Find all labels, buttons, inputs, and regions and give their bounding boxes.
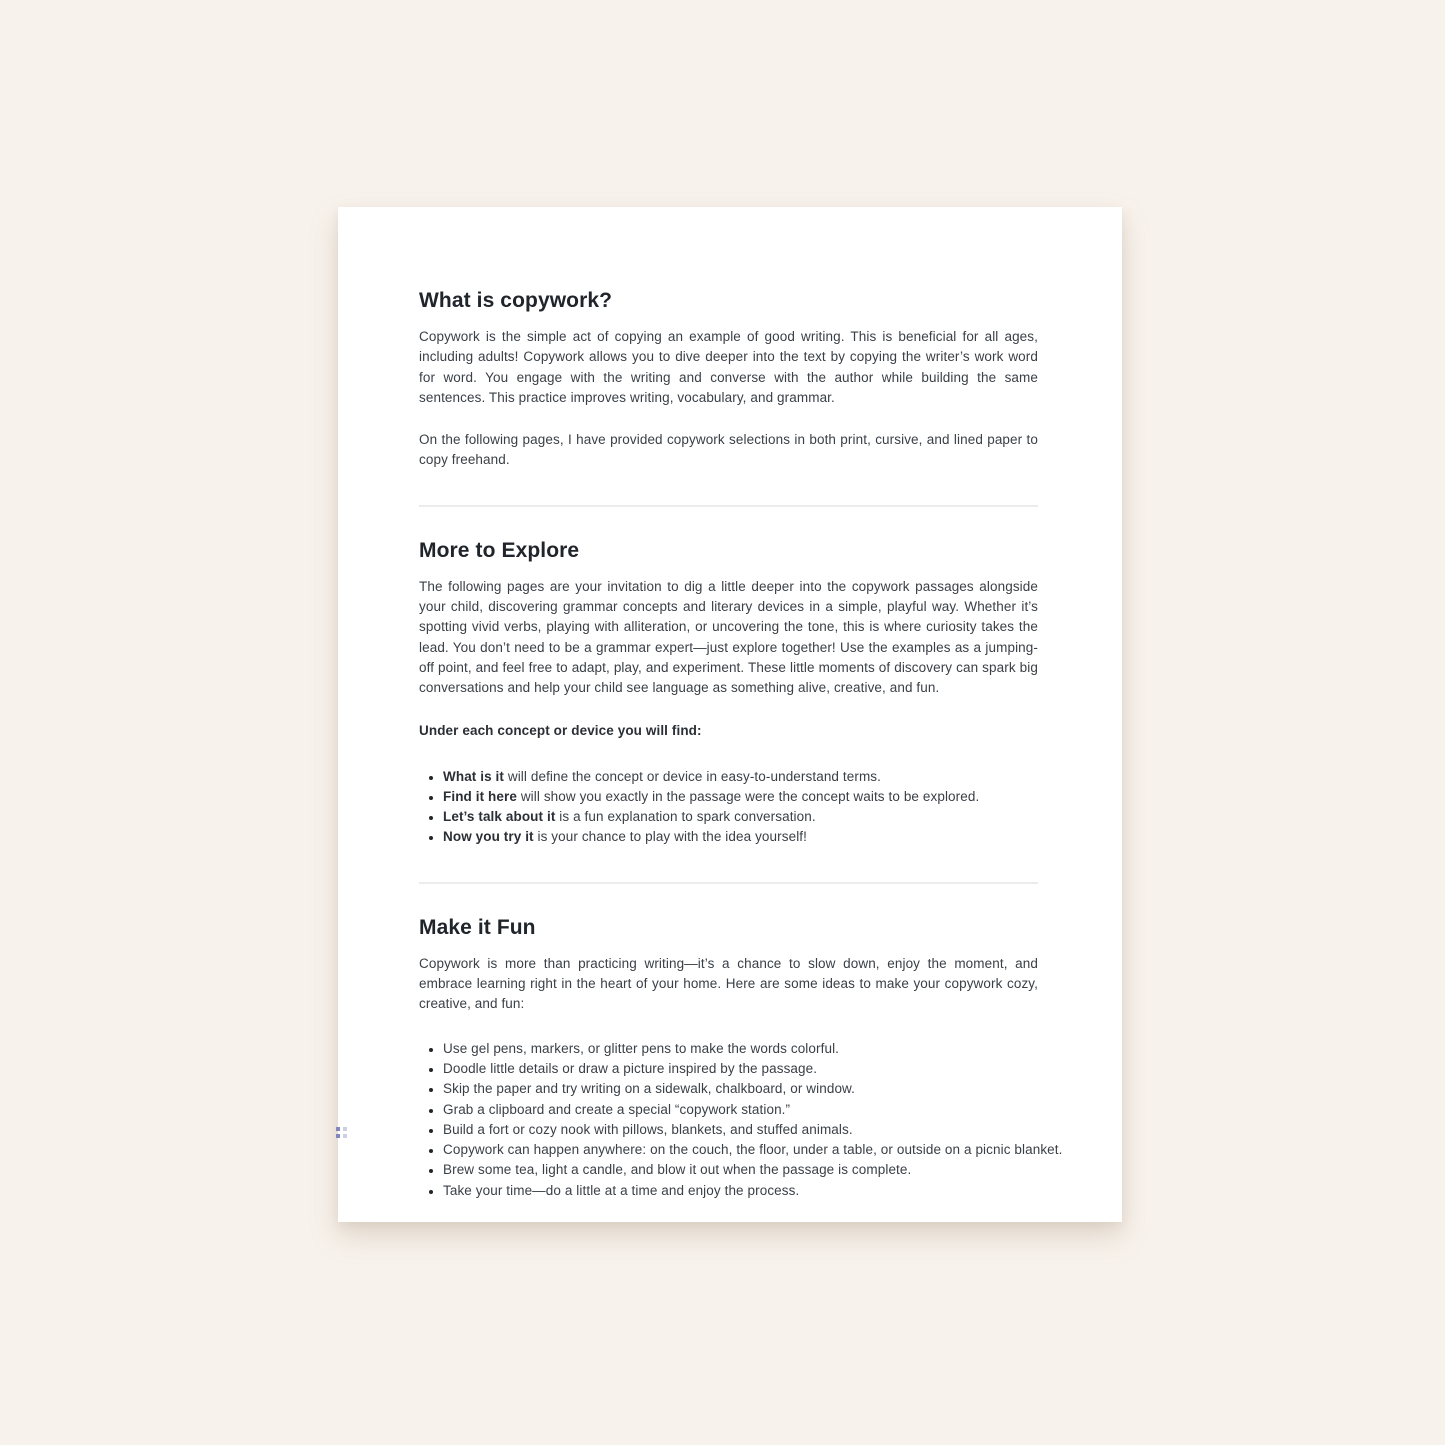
list-item: • Take your time—do a little at a time and enjoy the process. bbox=[443, 1181, 1038, 1201]
list-item-text: is a fun explanation to spark conversation. bbox=[555, 809, 816, 825]
list-item bbox=[443, 787, 1038, 807]
list-item: • Use gel pens, markers, or glitter pens to make the words colorful. bbox=[443, 1039, 1038, 1059]
drag-handle-icon[interactable] bbox=[336, 1127, 348, 1139]
document-page bbox=[338, 207, 1122, 1222]
list-intro: Under each concept or device you will find: bbox=[419, 722, 702, 738]
list-item: • Brew some tea, light a candle, and blow it out when the passage is complete. bbox=[443, 1160, 1038, 1180]
paragraph: On the following pages, I have provided copywork selections in both print, cursive, and lined paper to copy freehand. bbox=[419, 432, 1038, 468]
handle-dot bbox=[343, 1134, 347, 1138]
section-more-to-explore bbox=[419, 537, 1038, 848]
concept-bullet-list bbox=[419, 767, 1038, 848]
paragraph: Copywork is more than practicing writing—it’s a chance to slow down, enjoy the moment, and embrace learning right in the heart of your home. Here are some ideas to make your copywork cozy, creative, and fun: bbox=[419, 955, 1038, 1012]
list-item: • Skip the paper and try writing on a sidewalk, chalkboard, or window. bbox=[443, 1079, 1038, 1099]
list-item bbox=[443, 827, 1038, 847]
list-item-text: will show you exactly in the passage were the concept waits to be explored. bbox=[516, 788, 980, 804]
paragraph: Copywork is the simple act of copying an example of good writing. This is beneficial for all ages, including adults! Copywork allows you to dive deeper into the text by copying the writer’s work word for word. You engage with the writing and converse with the author while building the same sentences. This practice improves writing, vocabulary, and grammar. bbox=[419, 329, 1038, 405]
section-what-is-copywork bbox=[419, 287, 1038, 471]
list-item-lead: What is it bbox=[443, 768, 504, 784]
list-item-text: is your chance to play with the idea yourself! bbox=[533, 829, 807, 845]
section-divider bbox=[419, 882, 1038, 884]
section-divider bbox=[419, 505, 1038, 507]
list-item bbox=[443, 767, 1038, 787]
list-item: • Doodle little details or draw a picture inspired by the passage. bbox=[443, 1059, 1038, 1079]
list-item: • Build a fort or cozy nook with pillows, blankets, and stuffed animals. bbox=[443, 1120, 1038, 1140]
list-item: • Grab a clipboard and create a special “copywork station.” bbox=[443, 1100, 1038, 1120]
handle-dot bbox=[336, 1127, 340, 1131]
handle-dot bbox=[343, 1127, 347, 1131]
section-heading: What is copywork? bbox=[419, 289, 613, 312]
list-item: • Copywork can happen anywhere: on the couch, the floor, under a table, or outside on a picnic blanket. bbox=[443, 1140, 1038, 1160]
handle-dot bbox=[336, 1134, 340, 1138]
section-make-it-fun bbox=[419, 914, 1063, 1201]
ideas-bullet-list bbox=[419, 1039, 1063, 1201]
list-item-lead: Now you try it bbox=[443, 829, 534, 845]
paragraph: The following pages are your invitation to dig a little deeper into the copywork passages alongside your child, discovering grammar concepts and literary devices in a simple, playful way. Whether it’s spotting vivid verbs, playing with alliteration, or uncovering the tone, this is where curiosity takes the lead. You don’t need to be a grammar expert—just explore together! Use the examples as a jumping-off point, and feel free to adapt, play, and experiment. These little moments of discovery can spark big conversations and help your child see language as something alive, creative, and fun. bbox=[419, 578, 1038, 696]
section-heading: More to Explore bbox=[419, 538, 580, 562]
list-item-lead: Let’s talk about it bbox=[443, 809, 556, 825]
list-item bbox=[443, 807, 1038, 827]
list-item-text: will define the concept or device in easy-to-understand terms. bbox=[504, 768, 881, 784]
list-item-lead: Find it here bbox=[443, 788, 517, 804]
section-heading: Make it Fun bbox=[419, 915, 536, 939]
